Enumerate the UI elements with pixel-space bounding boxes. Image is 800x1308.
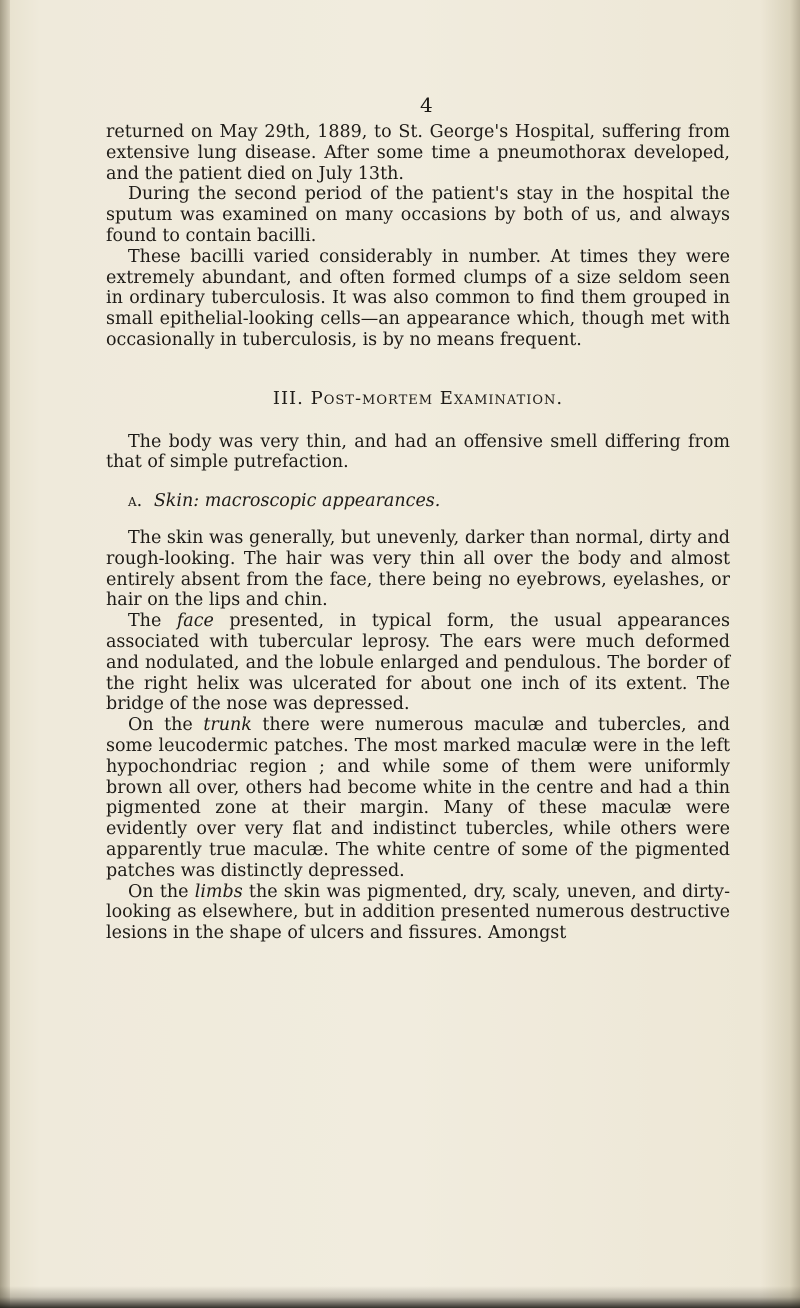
paragraph-opening: returned on May 29th, 1889, to St. George's Hospital, suffering from extensive lung disease. After some time a pneumothorax developed, and the patient died on July 13th. xyxy=(106,122,730,184)
limbs-text: the skin was pigmented, dry, scaly, uneven, and dirty-looking as elsewhere, but in addition presented numerous destructive lesions in the shape of ulcers and fissures. Amongst xyxy=(106,881,730,944)
paragraph-bacilli: These bacilli varied considerably in number. At times they were extremely abundant, and often formed clumps of a size seldom seen in ordinary tuberculosis. It was also common to find them grouped in small epithelial-looking cells—an appearance which, though met with occasionally in tuberculosis, is by no means frequent. xyxy=(106,246,730,350)
trunk-term: trunk xyxy=(203,715,252,736)
subheading-label: a. xyxy=(128,491,143,512)
limbs-intro: On the xyxy=(128,881,189,902)
page-binding-edge xyxy=(0,0,10,1308)
paragraph-limbs xyxy=(106,882,730,944)
body-text xyxy=(106,122,730,944)
section-title: Post-mortem Examination. xyxy=(310,387,564,409)
trunk-text: there were numerous maculæ and tubercles, and some leucodermic patches. The most marked maculæ were in the left hypochondriac region ; and while some of them were uniformly brown all over, others had become white in the centre and had a thin pigmented zone at their margin. Many of these maculæ were evidently over very flat and indistinct tubercles, while others were apparently true maculæ. The white centre of some of the pigmented patches was distinctly depressed. xyxy=(106,715,730,881)
trunk-intro: On the xyxy=(128,715,193,736)
limbs-term: limbs xyxy=(194,881,243,902)
subheading xyxy=(106,491,730,512)
section-heading xyxy=(106,389,730,410)
paragraph-skin: The skin was generally, but unevenly, darker than normal, dirty and rough-looking. The hair was very thin all over the body and almost entirely absent from the face, there being no eyebrows, eyelashes, or hair on the lips and chin. xyxy=(106,527,730,611)
face-intro: The xyxy=(128,611,162,632)
page-number: 4 xyxy=(420,93,433,117)
face-term: face xyxy=(176,611,214,632)
subheading-title: Skin: macroscopic appearances. xyxy=(153,491,441,512)
section-numeral: III. xyxy=(272,387,304,409)
paragraph-face xyxy=(106,611,730,715)
paragraph-trunk xyxy=(106,715,730,881)
paragraph-sputum: During the second period of the patient's stay in the hospital the sputum was examined on many occasions by both of us, and always found to contain bacilli. xyxy=(106,184,730,246)
page-bottom-shadow xyxy=(0,1286,800,1308)
face-text: presented, in typical form, the usual appearances associated with tubercular leprosy. The ears were much deformed and nodulated, and the lobule enlarged and pendulous. The border of the right helix was ulcerated for about one inch of its extent. The bridge of the nose was depressed. xyxy=(106,611,730,715)
paragraph-body: The body was very thin, and had an offensive smell differing from that of simple putrefaction. xyxy=(106,431,730,473)
